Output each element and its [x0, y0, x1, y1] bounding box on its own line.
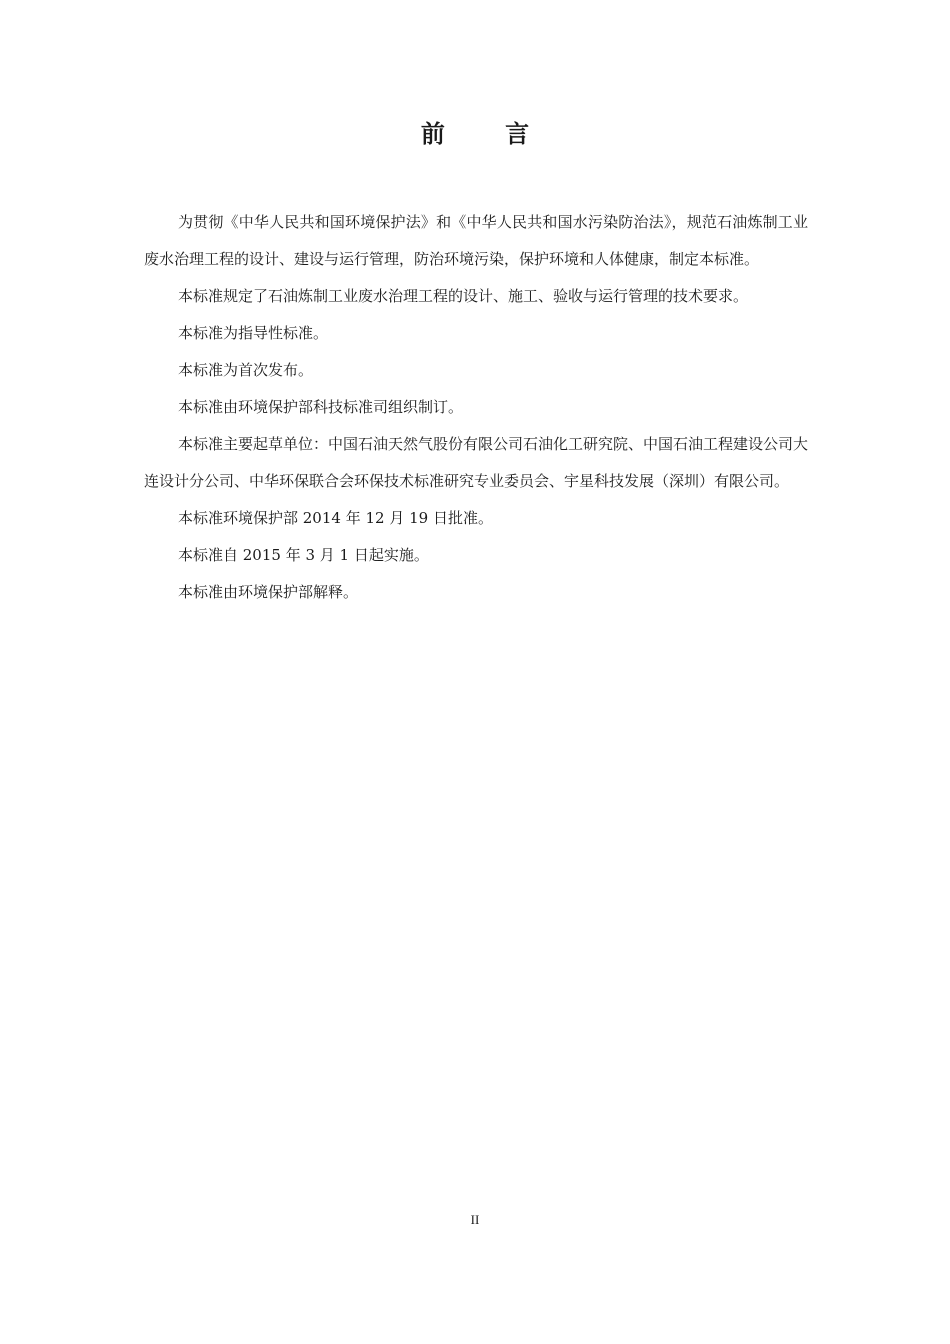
foreword-body	[144, 204, 808, 611]
paragraph-scope: 本标准规定了石油炼制工业废水治理工程的设计、施工、验收与运行管理的技术要求。	[178, 287, 749, 305]
paragraph-drafters: 本标准主要起草单位：中国石油天然气股份有限公司石油化工研究院、中国石油工程建设公司大连设计分公司、中华环保联合会环保技术标准研究专业委员会、宇星科技发展（深圳）有限公司。	[144, 435, 809, 490]
paragraph-purpose: 为贯彻《中华人民共和国环境保护法》和《中华人民共和国水污染防治法》，规范石油炼制工业废水治理工程的设计、建设与运行管理，防治环境污染，保护环境和人体健康，制定本标准。	[144, 213, 808, 268]
page-title: 前 言	[420, 120, 556, 148]
paragraph-release: 本标准为首次发布。	[178, 361, 314, 379]
paragraph-organizer: 本标准由环境保护部科技标准司组织制订。	[178, 398, 464, 416]
paragraph-approval: 本标准环境保护部 2014 年 12 月 19 日批准。	[178, 509, 493, 527]
paragraph-effective-date: 本标准自 2015 年 3 月 1 日起实施。	[178, 546, 429, 564]
paragraph-nature: 本标准为指导性标准。	[178, 324, 329, 342]
paragraph-interpretation: 本标准由环境保护部解释。	[178, 583, 359, 601]
page-number: II	[470, 1212, 480, 1227]
